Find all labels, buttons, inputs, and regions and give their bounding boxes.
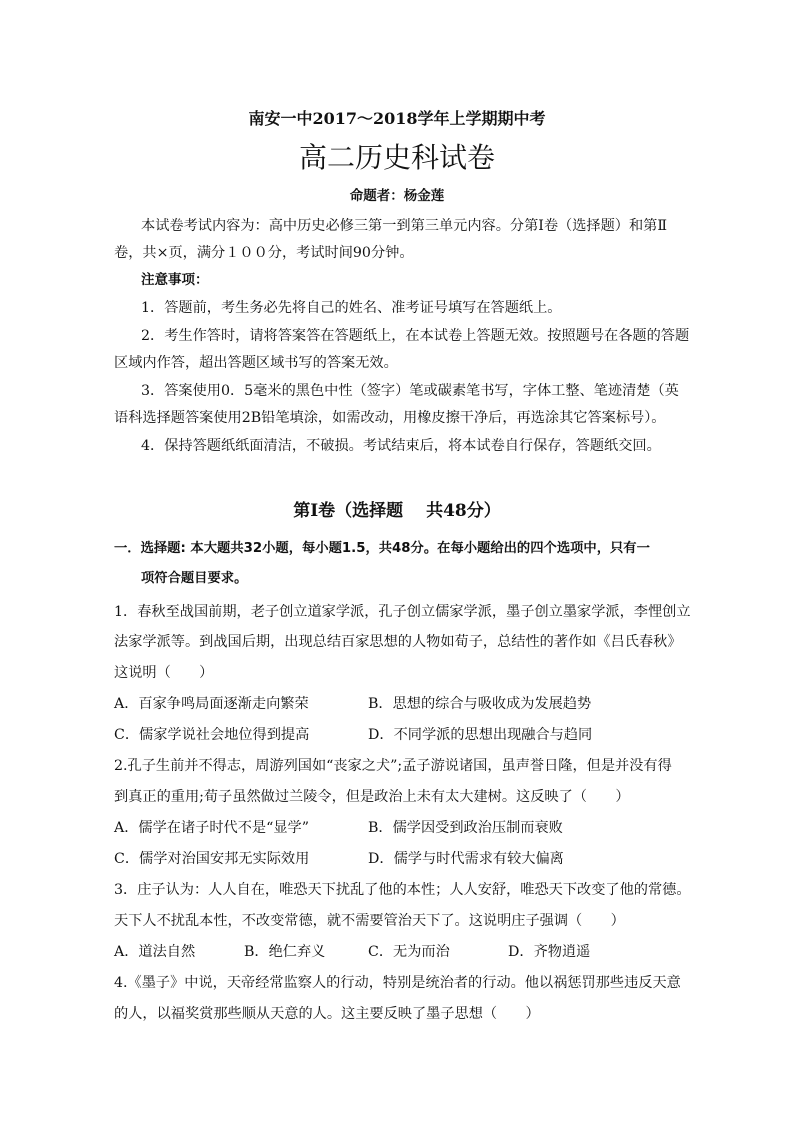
question-1-option-d: D．不同学派的思想出现融合与趋同: [368, 727, 593, 743]
question-1-option-a: A．百家争鸣局面逐渐走向繁荣: [114, 696, 309, 712]
question-1-line-2: 法家学派等。到战国后期，出现总结百家思想的人物如荀子，总结性的著作如《吕氏春秋》: [114, 634, 682, 650]
school-exam-title: 南安一中2017～2018学年上学期期中考: [248, 109, 546, 128]
section-instruction-line-1: 一．选择题: 本大题共32小题，每小题1.5，共48分。在每小题给出的四个选项中，只有一: [114, 541, 650, 556]
notice-item-2-line-2: 区域内作答，超出答题区域书写的答案无效。: [114, 355, 398, 371]
question-2-option-b: B．儒学因受到政治压制而衰败: [368, 820, 563, 836]
intro-line-1: 本试卷考试内容为：高中历史必修三第一到第三单元内容。分第Ⅰ卷（选择题）和第Ⅱ: [141, 218, 668, 234]
question-3-line-2: 天下人不扰乱本性，不改变常德，就不需要管治天下了。这说明庄子强调（ ）: [114, 913, 625, 929]
question-2-option-d: D．儒学与时代需求有较大偏离: [368, 851, 564, 867]
question-2-line-2: 到真正的重用;荀子虽然做过兰陵令，但是政治上未有太大建树。这反映了（ ）: [114, 789, 630, 805]
notice-item-3-line-1: 3．答案使用0．5毫米的黑色中性（签字）笔或碳素笔书写，字体工整、笔迹清楚（英: [141, 383, 679, 399]
section-instruction-line-2: 项符合题目要求。: [141, 571, 248, 586]
question-4-line-2: 的人，以福奖赏那些顺从天意的人。这主要反映了墨子思想（ ）: [114, 1006, 540, 1022]
paper-title: 高二历史科试卷: [298, 141, 495, 174]
question-1-option-b: B．思想的综合与吸收成为发展趋势: [368, 696, 592, 712]
question-3-option-c: C．无为而治: [368, 944, 450, 960]
notice-item-3-line-2: 语科选择题答案使用2B铅笔填涂，如需改动，用橡皮擦干净后，再选涂其它答案标号）。: [114, 410, 666, 426]
question-2-option-c: C．儒学对治国安邦无实际效用: [114, 851, 310, 867]
question-2-option-a: A．儒学在诸子时代不是“显学”: [114, 820, 310, 836]
notice-title: 注意事项：: [141, 272, 209, 288]
author-line: 命题者：杨金莲: [349, 188, 445, 204]
question-3-line-1: 3．庄子认为：人人自在，唯恐天下扰乱了他的本性；人人安舒，唯恐天下改变了他的常德。: [114, 882, 691, 898]
question-2-line-1: 2.孔子生前并不得志，周游列国如“丧家之犬”;孟子游说诸国，虽声誉日隆，但是并没有得: [114, 758, 672, 774]
intro-line-2: 卷，共×页，满分１００分，考试时间90分钟。: [114, 245, 414, 261]
question-4-line-1: 4.《墨子》中说，天帝经常监察人的行动，特别是统治者的行动。他以祸惩罚那些违反天意: [114, 975, 681, 991]
notice-item-1: 1．答题前，考生务必先将自己的姓名、准考证号填写在答题纸上。: [141, 300, 562, 316]
question-3-option-a: A．道法自然: [114, 944, 196, 960]
question-1-line-1: 1．春秋至战国前期，老子创立道家学派，孔子创立儒家学派，墨子创立墨家学派，李悝创立: [114, 604, 691, 620]
section-title: 第Ⅰ卷（选择题 共48分）: [293, 501, 501, 521]
notice-item-2-line-1: 2．考生作答时，请将答案答在答题纸上，在本试卷上答题无效。按照题号在各题的答题: [141, 328, 690, 344]
question-1-option-c: C．儒家学说社会地位得到提高: [114, 727, 310, 743]
question-3-option-b: B．绝仁弃义: [244, 944, 326, 960]
question-1-line-3: 这说明（ ）: [114, 665, 214, 681]
notice-item-4: 4．保持答题纸纸面清洁，不破损。考试结束后，将本试卷自行保存，答题纸交回。: [141, 438, 661, 454]
question-3-option-d: D．齐物逍遥: [508, 944, 591, 960]
